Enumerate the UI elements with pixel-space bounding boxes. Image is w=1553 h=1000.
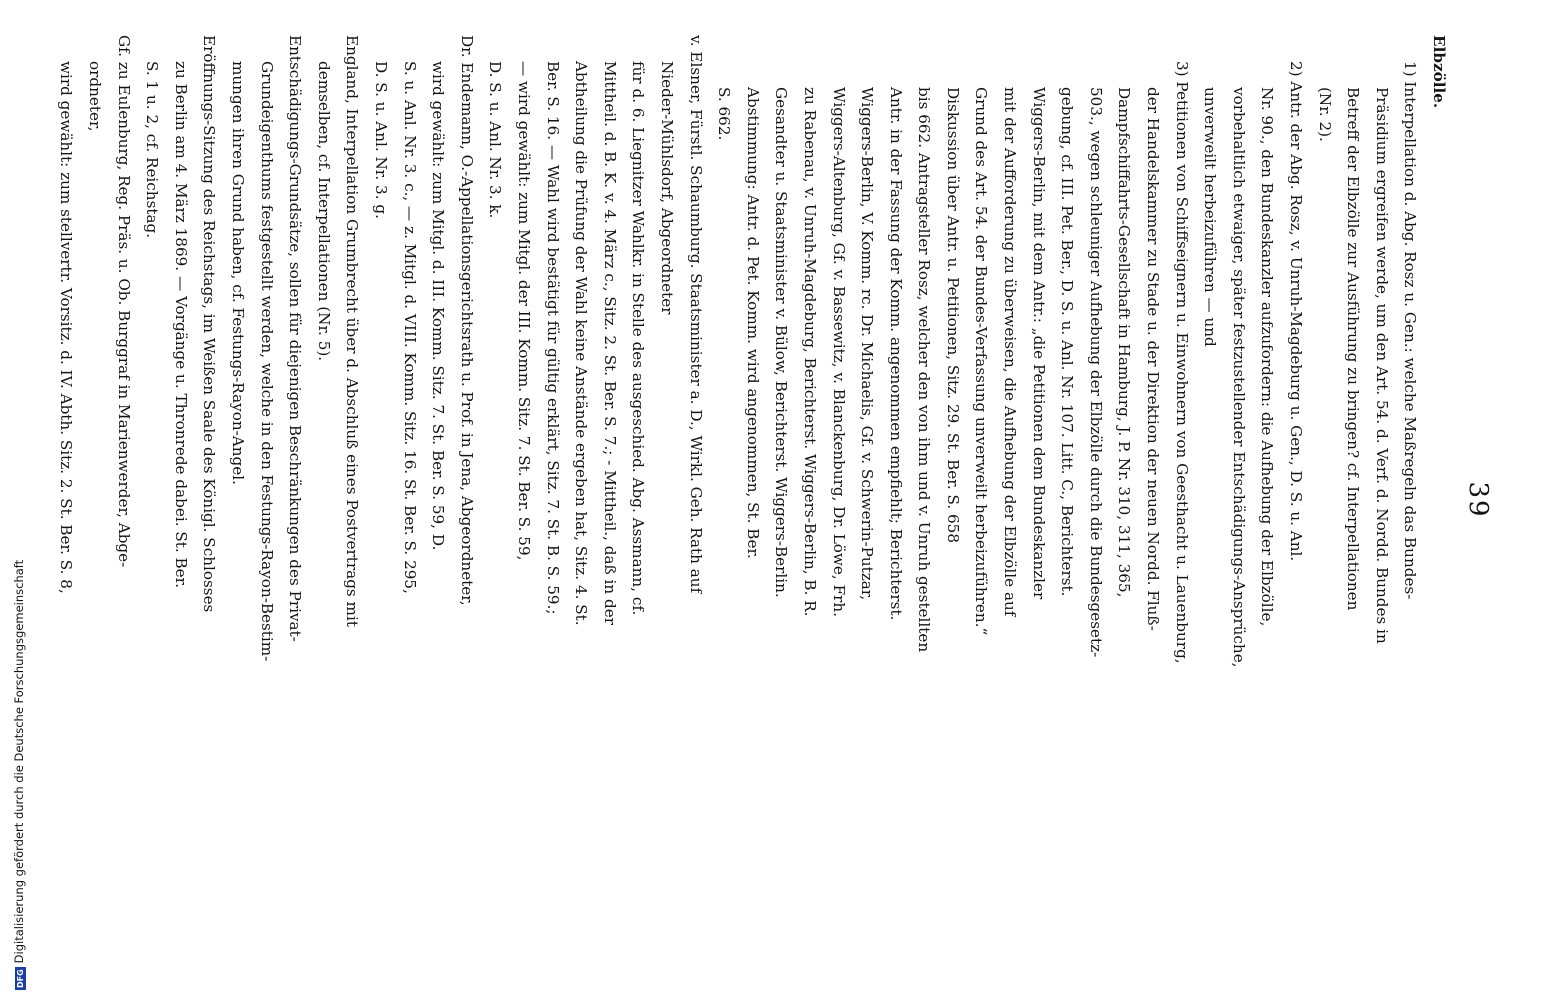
text-line: D. S. u. Anl. Nr. 3. k. [486,61,505,219]
text-line: der Handelskammer zu Stade u. der Direktion der neuen Nordd. Fluß- [1144,87,1163,631]
text-line: Präsidium ergreifen werde, um den Art. 54. d. Verf. d. Nordd. Bundes in [1372,87,1391,644]
text-line: Grund des Art. 54. der Bundes-Verfassung unverweilt herbeizuführen.“ [972,87,991,636]
text-line: S. 662. [715,87,734,141]
text-line: für d. 6. Liegnitzer Wahlkr. in Stelle des ausgeschied. Abg. Assmann, cf. [629,61,648,616]
text-line: Abstimmung: Antr. d. Pet. Komm. wird angenommen, St. Ber. [743,87,762,559]
text-line: Betreff der Elbzölle zur Ausführung zu bringen? cf. Interpellationen [1344,87,1363,611]
text-line: wird gewählt: zum Mitgl. d. III. Komm. Sitz. 7. St. Ber. S. 59, D. [429,61,448,551]
text-line: Dr. Endemann, O.-Appellationsgerichtsrath u. Prof. in Jena, Abgeordneter, [457,35,476,606]
text-line: mungen ihren Grund haben, cf. Festungs-Rayon-Angel. [229,61,248,485]
text-line: bis 662. Antragsteller Rosz, welcher den von ihm und v. Unruh gestellten [915,87,934,653]
text-line: mit der Aufforderung zu überweisen, die Aufhebung der Elbzölle auf [1001,87,1020,617]
text-line: England, Interpellation Grumbrecht über d. Abschluß eines Postvertrags mit [343,35,362,627]
text-line: Dampfschiffahrts-Gesellschaft in Hamburg, J. P. Nr. 310, 311, 365, [1115,87,1134,598]
text-line: ordneter, [86,61,105,132]
text-line: Antr. in der Fassung der Komm. angenommen empfiehlt; Berichterst. [886,87,905,621]
text-line: Abtheilung die Prüfung der Wahl keine Anstände ergeben hat, Sitz. 4. St. [572,61,591,626]
text-line: gebung, cf. III. Pet. Ber., D. S. u. Anl. Nr. 107. Litt. C., Berichterst. [1058,87,1077,597]
text-line: 3) Petitionen von Schiffseignern u. Einwohnern von Geesthacht u. Lauenburg, [1172,61,1191,664]
text-line: 1) Interpellation d. Abg. Rosz u. Gen.: welche Maßregeln das Bundes- [1401,61,1420,600]
text-line: Nr. 90., den Bundeskanzler aufzufordern: die Aufhebung der Elbzölle, [1258,87,1277,627]
text-line: Gesandter u. Staatsminister v. Bülow, Berichterst. Wiggers-Berlin. [772,87,791,598]
text-line: Gf. zu Eulenburg, Reg. Präs. u. Ob. Burggraf in Marienwerder, Abge- [114,35,133,568]
index-text-column [52,35,1453,965]
text-line: unverweilt herbeizuführen — und [1201,87,1220,347]
text-line: wird gewählt: zum stellvertr. Vorsitz. d. IV. Abth. Sitz. 2. St. Ber. S. 8, [57,61,76,594]
text-line: Eröffnungs-Sitzung des Reichstags, im Weißen Saale des Königl. Schlosses [200,35,219,613]
text-line: zu Rabenau, v. Unruh-Magdeburg, Berichterst. Wiggers-Berlin, B. R. [800,87,819,617]
text-line: Grundeigenthums festgestellt werden, welche in den Festungs-Rayon-Bestim- [257,61,276,662]
text-line: D. S. u. Anl. Nr. 3. g. [372,61,391,219]
text-line: 2) Antr. der Abg. Rosz, v. Unruh-Magdeburg u. Gen., D. S. u. Anl. [1287,61,1306,562]
text-line: Mittheil. d. B. K. v. 4. März c., Sitz. 2. St. Ber. S. 7.; - Mittheil., daß in der [600,61,619,625]
text-line: Wiggers-Berlin, V. Komm. rc. Dr. Michaelis, Gf. v. Schwerin-Putzar, [858,87,877,601]
text-line: S. 1 u. 2, cf. Reichstag. [143,61,162,239]
text-line: vorbehaltlich etwaiger, später festzustellender Entschädigungs-Ansprüche, [1229,87,1248,668]
text-line: Wiggers-Altenburg, Gf. v. Bassewitz, v. Blanckenburg, Dr. Löwe, Frh. [829,87,848,617]
text-line: 503., wegen schleuniger Aufhebung der Elbzölle durch die Bundesgesetz- [1086,87,1105,658]
text-line: Wiggers-Berlin, mit dem Antr.: „die Petitionen dem Bundeskanzler [1029,87,1048,600]
text-line: (Nr. 2). [1315,87,1334,142]
page-number: 39 [1463,481,1493,519]
credit-text: Digitalisierung gefördert durch die Deutsche Forschungsgemeinschaft [12,559,26,964]
digitization-credit [12,560,26,990]
text-line: demselben, cf. Interpellationen (Nr. 5). [314,61,333,362]
text-line: — wird gewählt: zum Mitgl. der III. Komm. Sitz. 7. St. Ber. S. 59, [515,61,533,561]
text-line: Diskussion über Antr. u. Petitionen, Sitz. 29. St. Ber. S. 658 [943,87,962,543]
text-line: zu Berlin am 4. März 1869. — Vorgänge u. Thronrede dabei. St. Ber. [171,61,190,589]
text-line: S. u. Anl. Nr. 3. c., — z. Mitgl. d. VIII. Komm. Sitz. 16. St. Ber. S. 295, [400,61,419,594]
text-line: Ber. S. 16. — Wahl wird bestätigt für gültig erklärt, Sitz. 7. St. B. S. 59.; [543,61,562,615]
text-line: Elbzölle. [1430,35,1448,109]
text-line: v. Elsner, Fürstl. Schaumburg. Staatsminister a. D., Wirkl. Geh. Rath auf [686,35,705,594]
text-line: Nieder-Mühlsdorf, Abgeordneter [657,61,676,315]
dfg-logo-icon: DFG [16,969,25,988]
text-line: Entschädigungs-Grundsätze, sollen für diejenigen Beschränkungen des Privat- [286,35,305,642]
